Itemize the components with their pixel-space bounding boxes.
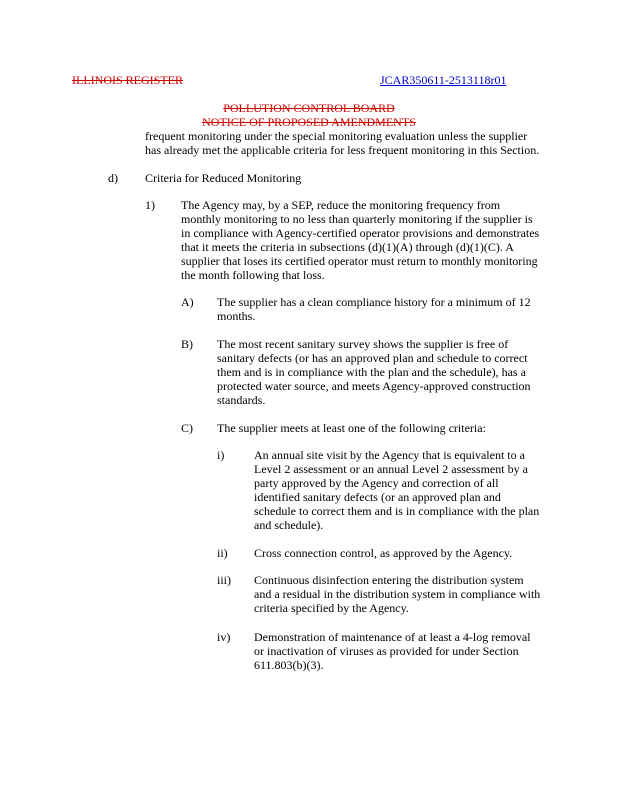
item-C-text: [217, 421, 486, 435]
text-line: has already met the applicable criteria for less frequent monitoring in this Section.: [145, 143, 540, 157]
text-line: or inactivation of viruses as provided for under Section: [254, 644, 519, 658]
document-code[interactable]: JCAR350611-2513118r01: [380, 73, 507, 87]
text-line: The Agency may, by a SEP, reduce the monitoring frequency from: [181, 198, 501, 212]
text-line: 611.803(b)(3).: [254, 658, 324, 672]
item-i-label: i): [217, 448, 225, 462]
item-iii-text: [254, 573, 540, 615]
text-line: An annual site visit by the Agency that is equivalent to a: [254, 448, 525, 462]
item-B-label: B): [181, 337, 193, 351]
text-line: schedule to correct them and is in compliance with the plan: [254, 504, 540, 518]
text-line: the month following that loss.: [181, 268, 325, 282]
text-line: identified sanitary defects (or an approved plan and: [254, 490, 501, 504]
text-line: months.: [217, 309, 256, 323]
item-A-text: [217, 295, 531, 323]
text-line: Demonstration of maintenance of at least a 4-log removal: [254, 630, 531, 644]
text-line: supplier that loses its certified operator must return to monthly monitoring: [181, 254, 538, 268]
item-ii-text: [254, 546, 512, 560]
text-line: in compliance with Agency-certified operator provisions and demonstrates: [181, 226, 540, 240]
board-title: POLLUTION CONTROL BOARD: [223, 101, 395, 115]
item-1-text: [181, 198, 539, 282]
text-line: party approved by the Agency and correction of all: [254, 476, 499, 490]
text-line: Cross connection control, as approved by the Agency.: [254, 546, 513, 560]
text-line: criteria specified by the Agency.: [254, 601, 409, 615]
text-line: protected water source, and meets Agency-approved construction: [217, 379, 531, 393]
text-line: and a residual in the distribution system in compliance with: [254, 587, 541, 601]
text-line: and schedule).: [254, 518, 324, 532]
register-title: ILLINOIS REGISTER: [72, 73, 183, 87]
text-line: monthly monitoring to no less than quarterly monitoring if the supplier is: [181, 212, 533, 226]
item-iv-text: [254, 630, 531, 672]
section-d-title: Criteria for Reduced Monitoring: [145, 171, 302, 185]
text-line: standards.: [217, 393, 266, 407]
text-line: The supplier meets at least one of the following criteria:: [217, 421, 486, 435]
text-line: The most recent sanitary survey shows the supplier is free of: [217, 337, 509, 351]
text-line: The supplier has a clean compliance history for a minimum of 12: [217, 295, 531, 309]
item-ii-label: ii): [217, 546, 228, 560]
text-line: that it meets the criteria in subsections (d)(1)(A) through (d)(1)(C). A: [181, 240, 514, 254]
item-B-text: [217, 337, 531, 407]
item-C-label: C): [181, 421, 193, 435]
continuation-paragraph: [145, 129, 539, 157]
section-d-label: d): [108, 171, 118, 185]
item-A-label: A): [181, 295, 194, 309]
item-iv-label: iv): [217, 630, 231, 644]
item-iii-label: iii): [217, 573, 231, 587]
text-line: frequent monitoring under the special monitoring evaluation unless the supplier: [145, 129, 528, 143]
text-line: them and is in compliance with the plan and the schedule), has a: [217, 365, 526, 379]
text-line: Continuous disinfection entering the distribution system: [254, 573, 524, 587]
text-line: sanitary defects (or has an approved plan and schedule to correct: [217, 351, 528, 365]
item-i-text: [254, 448, 539, 532]
item-1-label: 1): [145, 198, 155, 212]
text-line: Level 2 assessment or an annual Level 2 assessment by a: [254, 462, 528, 476]
notice-title: NOTICE OF PROPOSED AMENDMENTS: [202, 115, 416, 129]
